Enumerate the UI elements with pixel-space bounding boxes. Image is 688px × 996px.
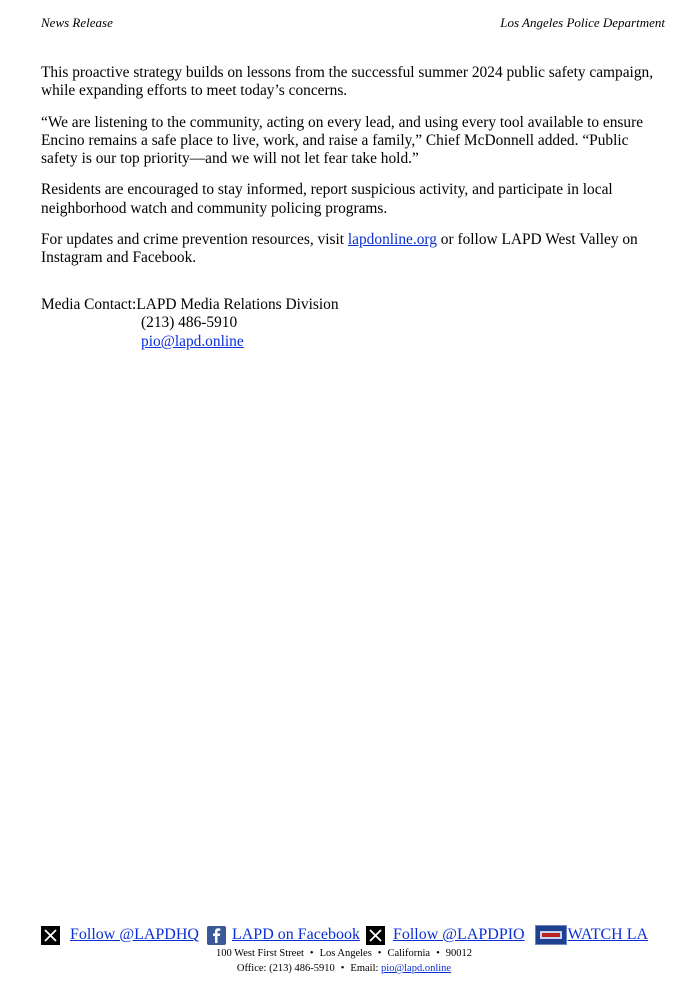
office-bullet: • — [340, 963, 345, 974]
watch-la-link[interactable]: WATCH LA — [567, 926, 649, 943]
footer-address — [0, 947, 688, 961]
office-email-link[interactable]: pio@lapd.online — [381, 963, 452, 974]
x-icon — [366, 926, 385, 945]
facebook-icon — [207, 926, 226, 945]
lapd-facebook-link[interactable]: LAPD on Facebook — [231, 926, 360, 943]
header-department: Los Angeles Police Department — [500, 15, 665, 30]
paragraph-residents: Residents are encouraged to stay informed, report suspicious activity, and participate in local neighborhood watch and community policing programs. — [41, 181, 613, 217]
paragraph-quote: “We are listening to the community, acting on every lead, and using every tool available to ensure Encino remains a safe place to live, work, and raise a family,” Chief McDonnell added. “Public safety is our top priority—and we will not let fear take hold.” — [41, 113, 644, 168]
press-body — [41, 64, 661, 281]
address-bullet: • — [436, 948, 440, 959]
lapdonline-link[interactable]: lapdonline.org — [347, 231, 437, 249]
media-contact-phone: (213) 486-5910 — [141, 314, 238, 332]
paragraph-updates — [41, 231, 661, 268]
address-state: California — [387, 948, 431, 959]
header-news-release: News Release — [41, 15, 113, 30]
footer-social-links — [41, 925, 661, 945]
updates-text-after: or follow LAPD West Valley on Instagram and Facebook. — [41, 231, 638, 267]
media-contact-label: Media Contact: — [41, 296, 137, 313]
updates-text-before: For updates and crime prevention resources, visit — [41, 231, 348, 249]
address-street: 100 West First Street — [215, 948, 304, 959]
footer-office — [0, 962, 688, 976]
address-bullet: • — [377, 948, 382, 959]
office-email-label: Email: — [350, 963, 382, 974]
follow-lapdhq-link[interactable]: Follow @LAPDHQ — [70, 926, 199, 943]
media-contact — [41, 296, 339, 351]
office-label: Office: — [236, 963, 270, 974]
media-contact-email-link[interactable]: pio@lapd.online — [141, 332, 244, 350]
office-phone: (213) 486-5910 — [269, 963, 335, 974]
address-bullet: • — [309, 948, 314, 959]
watch-la-icon — [535, 925, 567, 945]
address-zip: 90012 — [445, 948, 472, 959]
paragraph-strategy: This proactive strategy builds on lessons from the successful summer 2024 public safety campaign, while expanding efforts to meet today’s concerns. — [41, 64, 654, 100]
address-city: Los Angeles — [319, 948, 372, 959]
media-contact-division: LAPD Media Relations Division — [136, 296, 339, 313]
x-icon — [41, 926, 60, 945]
follow-lapdpio-link[interactable]: Follow @LAPDPIO — [392, 926, 525, 943]
